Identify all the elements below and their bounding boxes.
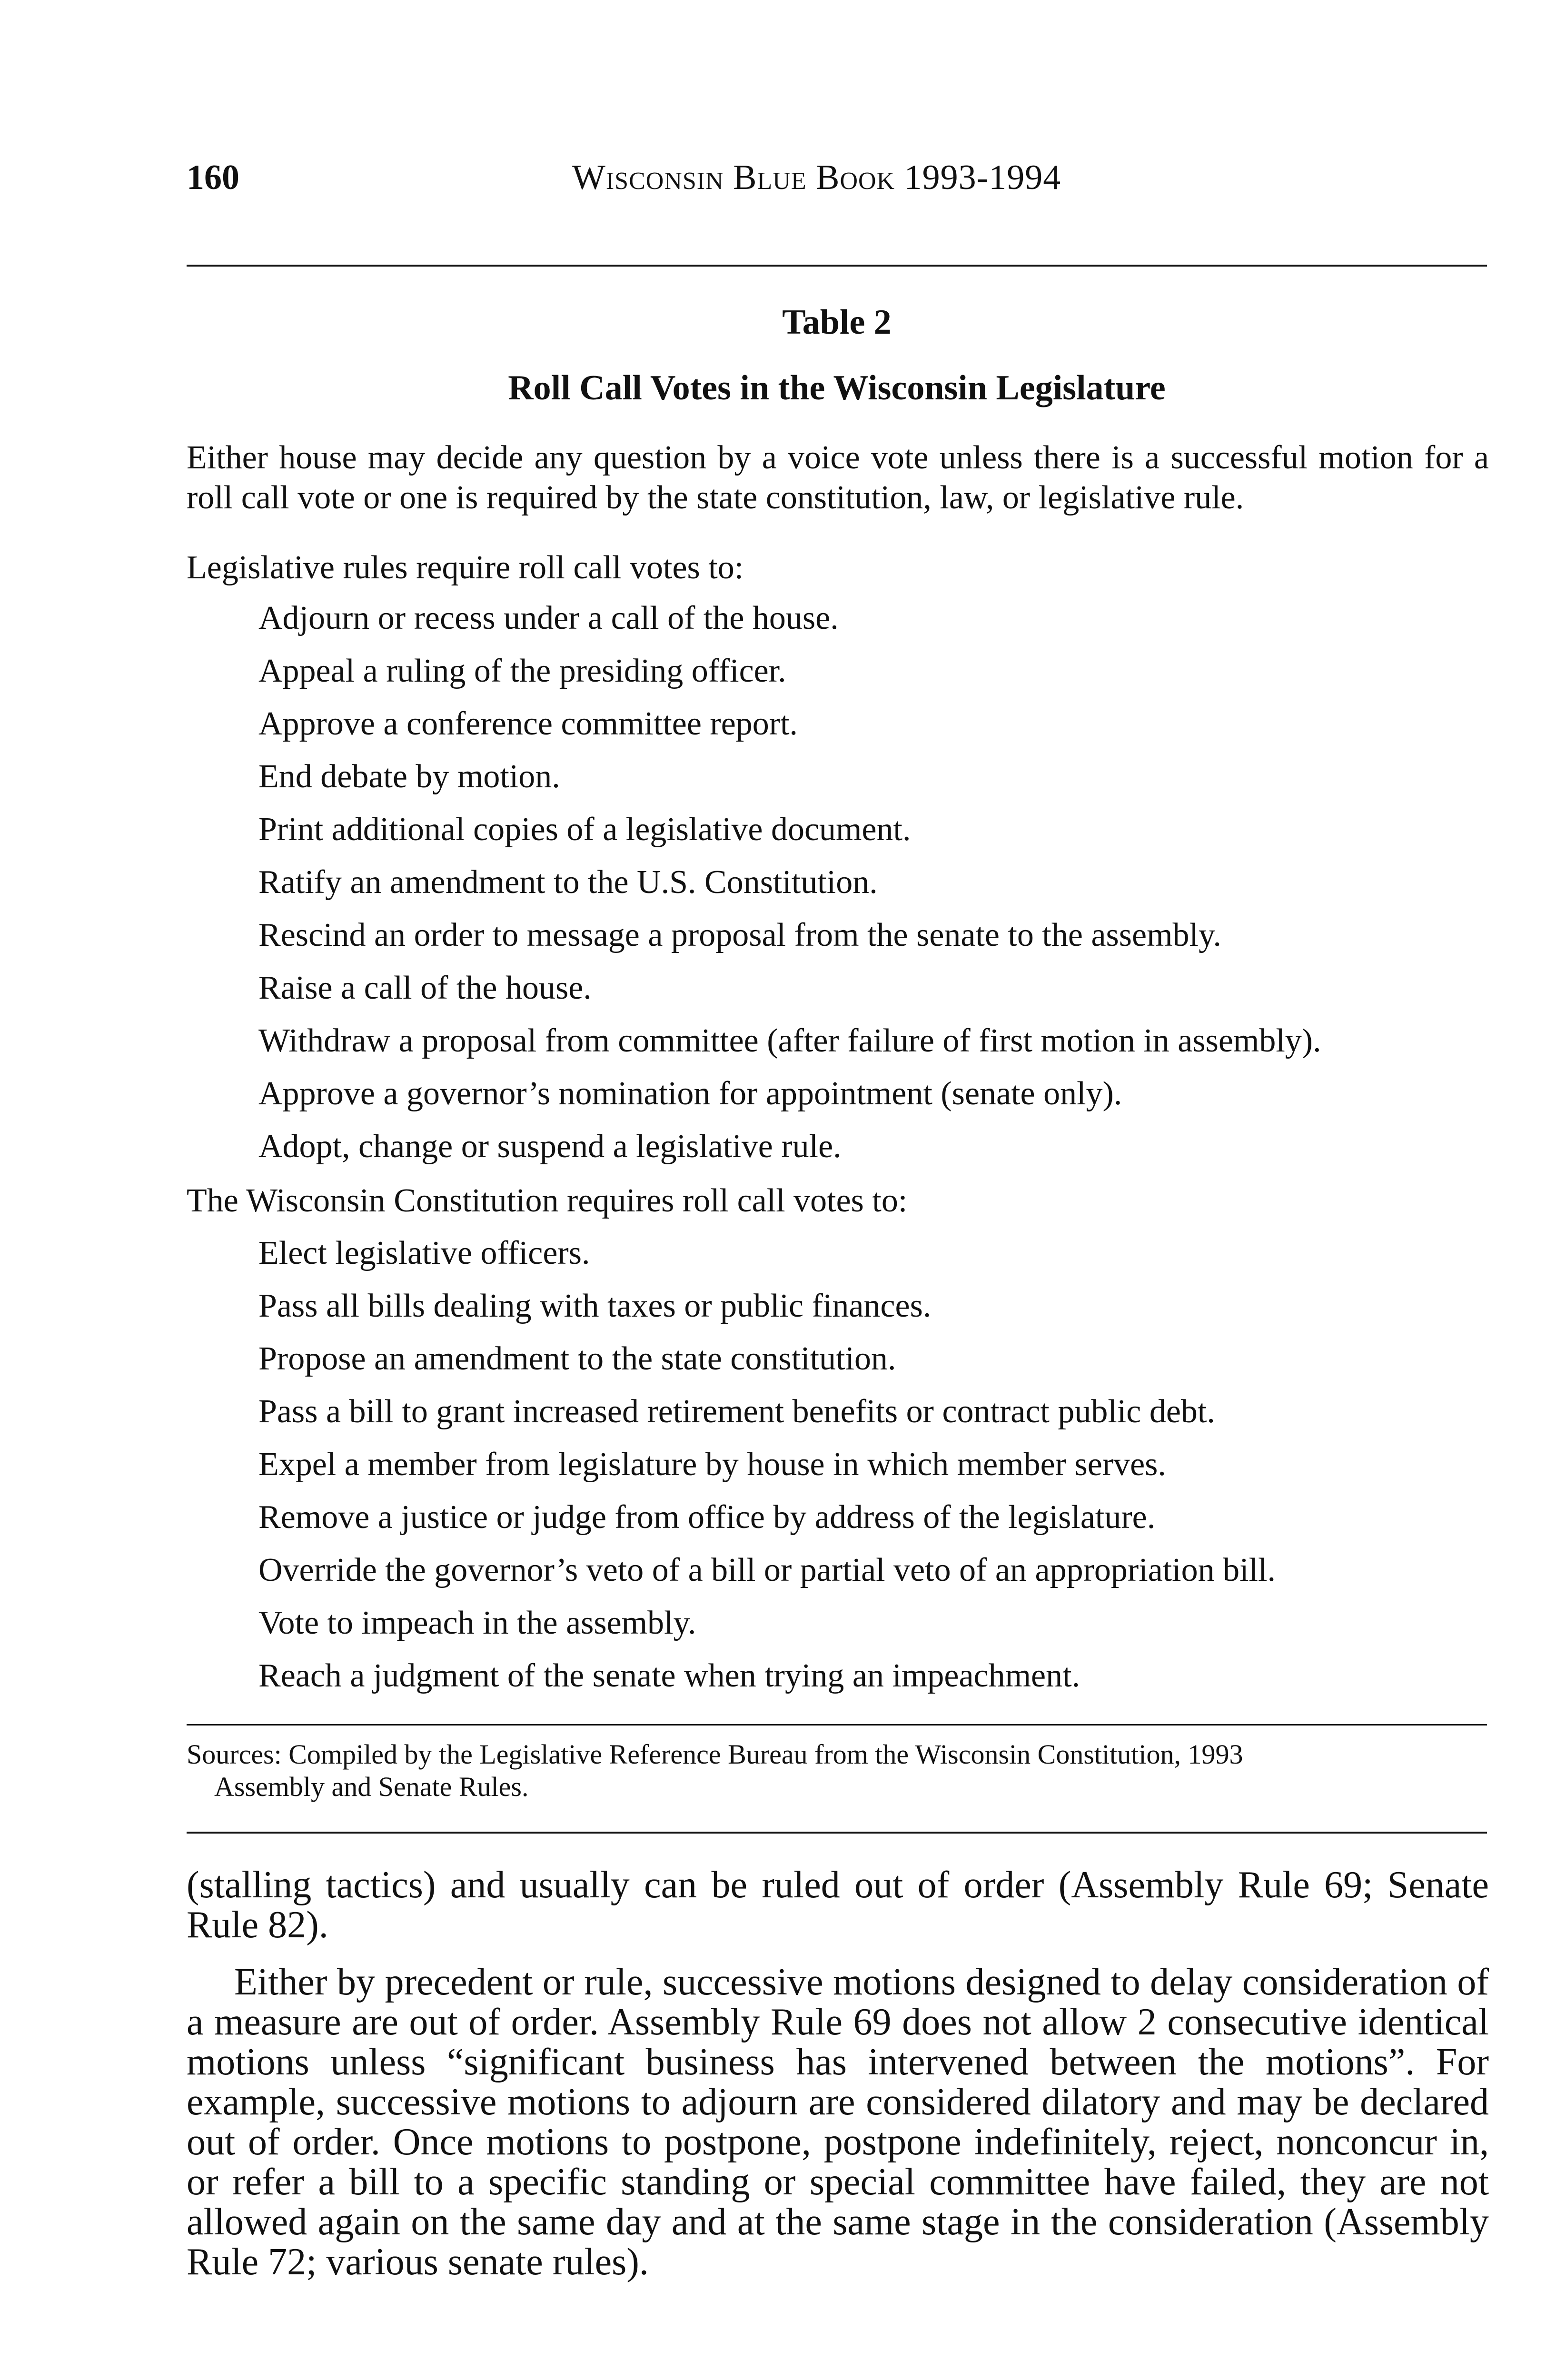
table-intro: Either house may decide any question by a voice vote unless there is a successful motion for a roll call vote or one is required by the state constitution, law, or legislative rule. [187, 439, 1489, 516]
running-head [187, 151, 1486, 204]
list-item: Propose an amendment to the state constitution. [258, 1340, 896, 1377]
list-item: Pass a bill to grant increased retirement benefits or contract public debt. [258, 1393, 1215, 1430]
sources-line-2: Assembly and Senate Rules. [214, 1771, 529, 1802]
list-item: Reach a judgment of the senate when trying an impeachment. [258, 1657, 1080, 1694]
sources-line-1: Sources: Compiled by the Legislative Reference Bureau from the Wisconsin Constitution, 1993 [187, 1739, 1243, 1770]
list-item: Adjourn or recess under a call of the house. [258, 600, 839, 636]
sources-rule [187, 1832, 1487, 1834]
list-item: Vote to impeach in the assembly. [258, 1605, 696, 1641]
list-item: Print additional copies of a legislative document. [258, 811, 911, 848]
constitution-lead: The Wisconsin Constitution requires roll call votes to: [187, 1182, 908, 1219]
list-item: Pass all bills dealing with taxes or public finances. [258, 1288, 932, 1324]
list-item: Remove a justice or judge from office by address of the legislature. [258, 1499, 1156, 1536]
header-rule [187, 265, 1487, 267]
list-item: Ratify an amendment to the U.S. Constitution. [258, 864, 878, 901]
list-item: Appeal a ruling of the presiding officer. [258, 653, 786, 689]
constitution-list [258, 1227, 1276, 1702]
list-item: Raise a call of the house. [258, 970, 592, 1006]
list-item: Approve a conference committee report. [258, 705, 798, 742]
list-item: Override the governor’s veto of a bill or partial veto of an appropriation bill. [258, 1552, 1276, 1588]
body-paragraph-1: (stalling tactics) and usually can be ruled out of order (Assembly Rule 69; Senate Rule 82). [187, 1864, 1489, 1946]
list-item: Approve a governor’s nomination for appointment (senate only). [258, 1075, 1122, 1112]
table-title: Roll Call Votes in the Wisconsin Legislature [508, 368, 1166, 407]
table-sources [187, 1738, 1489, 1803]
list-item: Rescind an order to message a proposal from the senate to the assembly. [258, 917, 1221, 953]
book-title: Wisconsin Blue Book 1993-1994 [572, 158, 1061, 197]
body-paragraph-2: Either by precedent or rule, successive motions designed to delay consideration of a measure are out of order. Assembly Rule 69 does not allow 2 consecutive identical motions unless “significant business has intervened between the motions”. For example, successive motions to adjourn are considered dilatory and may be declared out of order. Once motions to postpone, postpone indefinitely, reject, nonconcur in, or refer a bill to a specific standing or special committee have failed, they are not allowed again on the same day and at the same stage in the consideration (Assembly Rule 72; various senate rules). [187, 1961, 1489, 2283]
table-label: Table 2 [782, 303, 892, 342]
list-item: Expel a member from legislature by house in which member serves. [258, 1446, 1166, 1483]
list-item: Elect legislative officers. [258, 1235, 590, 1271]
list-item: End debate by motion. [258, 758, 560, 795]
legislative-rules-list [258, 592, 1321, 1173]
body-text [187, 1865, 1489, 2282]
list-item: Adopt, change or suspend a legislative rule. [258, 1128, 842, 1165]
page-number: 160 [187, 158, 239, 197]
list-item: Withdraw a proposal from committee (after failure of first motion in assembly). [258, 1022, 1321, 1059]
table-end-rule [187, 1724, 1487, 1726]
legislative-rules-lead: Legislative rules require roll call votes to: [187, 549, 744, 586]
